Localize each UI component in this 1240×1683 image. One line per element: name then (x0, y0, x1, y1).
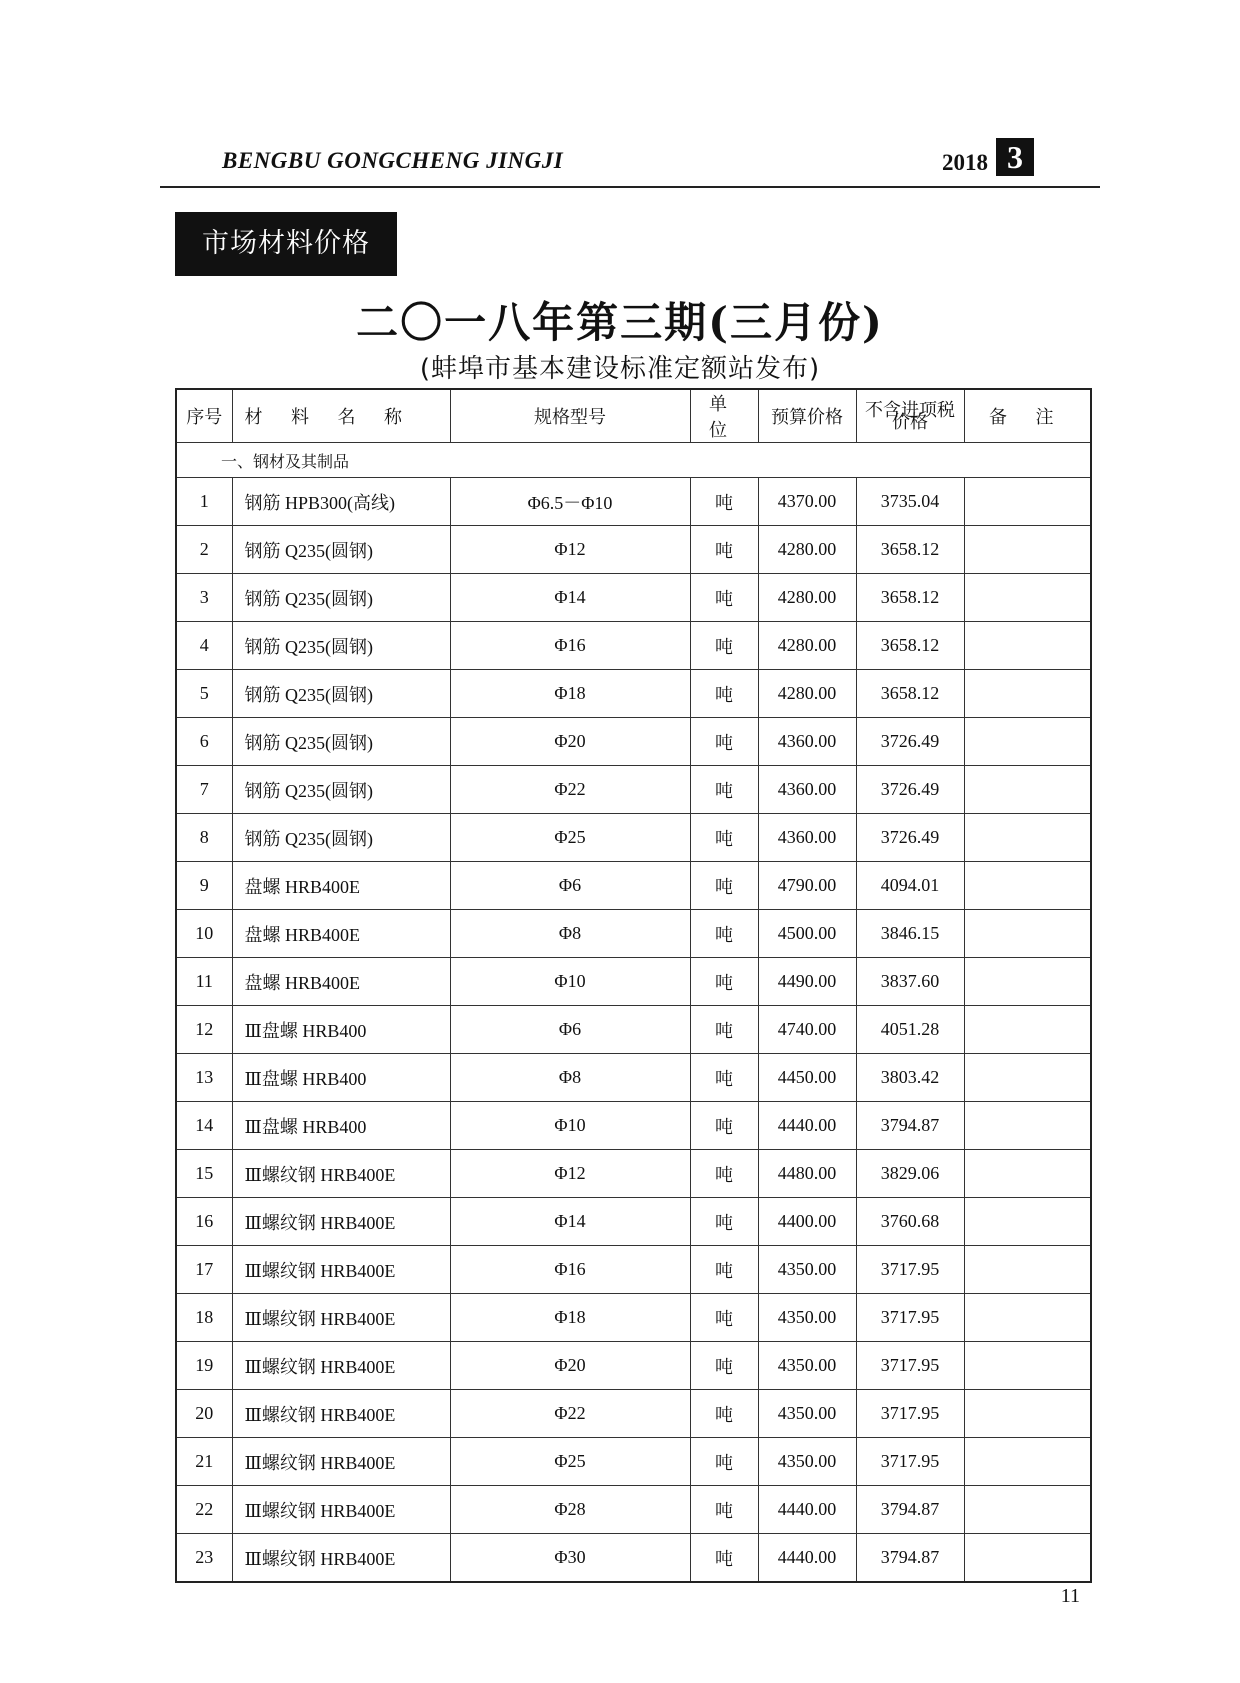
cell-note (964, 1438, 1091, 1486)
running-header (160, 130, 1100, 188)
cell-unit: 吨 (690, 1534, 758, 1583)
cell-no: 8 (176, 814, 232, 862)
cell-price: 4490.00 (758, 958, 856, 1006)
cell-price: 4350.00 (758, 1246, 856, 1294)
cell-spec: Φ6 (450, 1006, 690, 1054)
table-row (176, 1246, 1091, 1294)
cell-net-price: 3658.12 (856, 670, 964, 718)
cell-name: Ⅲ螺纹钢 HRB400E (232, 1246, 450, 1294)
cell-net-price: 3837.60 (856, 958, 964, 1006)
cell-note (964, 622, 1091, 670)
cell-no: 10 (176, 910, 232, 958)
cell-price: 4790.00 (758, 862, 856, 910)
cell-unit: 吨 (690, 862, 758, 910)
cell-note (964, 718, 1091, 766)
cell-spec: Φ30 (450, 1534, 690, 1583)
cell-name: Ⅲ螺纹钢 HRB400E (232, 1390, 450, 1438)
table-row (176, 910, 1091, 958)
table-row (176, 574, 1091, 622)
table-row (176, 862, 1091, 910)
cell-unit: 吨 (690, 910, 758, 958)
cell-note (964, 1054, 1091, 1102)
cell-unit: 吨 (690, 1246, 758, 1294)
cell-price: 4500.00 (758, 910, 856, 958)
table-header-row (176, 389, 1091, 443)
cell-unit: 吨 (690, 1342, 758, 1390)
cell-spec: Φ10 (450, 1102, 690, 1150)
cell-price: 4480.00 (758, 1150, 856, 1198)
cell-note (964, 1342, 1091, 1390)
cell-note (964, 478, 1091, 526)
cell-spec: Φ14 (450, 574, 690, 622)
cell-spec: Φ16 (450, 622, 690, 670)
cell-net-price: 3726.49 (856, 718, 964, 766)
col-header-no: 序号 (176, 389, 232, 443)
journal-name: BENGBU GONGCHENG JINGJI (222, 148, 564, 173)
cell-unit: 吨 (690, 1486, 758, 1534)
cell-unit: 吨 (690, 1438, 758, 1486)
cell-no: 9 (176, 862, 232, 910)
cell-unit: 吨 (690, 526, 758, 574)
cell-note (964, 1246, 1091, 1294)
category-row (176, 443, 1091, 478)
cell-note (964, 910, 1091, 958)
cell-net-price: 3658.12 (856, 526, 964, 574)
cell-no: 16 (176, 1198, 232, 1246)
table-row (176, 1102, 1091, 1150)
cell-price: 4360.00 (758, 814, 856, 862)
cell-spec: Φ12 (450, 1150, 690, 1198)
table-row (176, 1054, 1091, 1102)
cell-price: 4400.00 (758, 1198, 856, 1246)
issue-year: 2018 (942, 150, 988, 175)
issue-number-badge: 3 (996, 138, 1034, 176)
page-number: 11 (1060, 1585, 1080, 1607)
table-row (176, 1390, 1091, 1438)
cell-no: 4 (176, 622, 232, 670)
category-label: 一、钢材及其制品 (176, 443, 1091, 478)
cell-spec: Φ18 (450, 670, 690, 718)
cell-note (964, 1486, 1091, 1534)
cell-spec: Φ8 (450, 1054, 690, 1102)
cell-price: 4280.00 (758, 574, 856, 622)
cell-note (964, 862, 1091, 910)
cell-name: 钢筋 Q235(圆钢) (232, 574, 450, 622)
cell-no: 11 (176, 958, 232, 1006)
cell-price: 4440.00 (758, 1102, 856, 1150)
cell-spec: Φ22 (450, 766, 690, 814)
cell-no: 1 (176, 478, 232, 526)
cell-name: 盘螺 HRB400E (232, 910, 450, 958)
cell-net-price: 3794.87 (856, 1102, 964, 1150)
cell-name: 钢筋 Q235(圆钢) (232, 718, 450, 766)
cell-spec: Φ22 (450, 1390, 690, 1438)
cell-name: Ⅲ盘螺 HRB400 (232, 1054, 450, 1102)
cell-note (964, 1150, 1091, 1198)
cell-spec: Φ28 (450, 1486, 690, 1534)
cell-unit: 吨 (690, 1294, 758, 1342)
table-row (176, 1006, 1091, 1054)
cell-name: 钢筋 Q235(圆钢) (232, 670, 450, 718)
cell-net-price: 3726.49 (856, 766, 964, 814)
cell-net-price: 3717.95 (856, 1438, 964, 1486)
table-row (176, 718, 1091, 766)
table-row (176, 814, 1091, 862)
table-row (176, 1342, 1091, 1390)
cell-unit: 吨 (690, 670, 758, 718)
cell-note (964, 814, 1091, 862)
cell-name: Ⅲ螺纹钢 HRB400E (232, 1150, 450, 1198)
cell-unit: 吨 (690, 478, 758, 526)
cell-price: 4350.00 (758, 1294, 856, 1342)
cell-price: 4450.00 (758, 1054, 856, 1102)
cell-unit: 吨 (690, 622, 758, 670)
cell-price: 4360.00 (758, 766, 856, 814)
table-row (176, 1294, 1091, 1342)
cell-net-price: 3726.49 (856, 814, 964, 862)
table-row (176, 622, 1091, 670)
cell-net-price: 3760.68 (856, 1198, 964, 1246)
cell-no: 3 (176, 574, 232, 622)
cell-spec: Φ14 (450, 1198, 690, 1246)
cell-spec: Φ18 (450, 1294, 690, 1342)
col-header-note: 备 注 (964, 389, 1091, 443)
cell-name: 钢筋 HPB300(高线) (232, 478, 450, 526)
table-row (176, 478, 1091, 526)
cell-spec: Φ6 (450, 862, 690, 910)
cell-no: 18 (176, 1294, 232, 1342)
cell-note (964, 1534, 1091, 1583)
cell-note (964, 574, 1091, 622)
col-header-name: 材 料 名 称 (232, 389, 450, 443)
cell-spec: Φ12 (450, 526, 690, 574)
cell-name: 钢筋 Q235(圆钢) (232, 814, 450, 862)
cell-note (964, 1198, 1091, 1246)
cell-no: 17 (176, 1246, 232, 1294)
table-row (176, 670, 1091, 718)
cell-price: 4280.00 (758, 670, 856, 718)
cell-no: 2 (176, 526, 232, 574)
page-title: 二〇一八年第三期(三月份) (356, 298, 884, 347)
cell-price: 4350.00 (758, 1342, 856, 1390)
cell-note (964, 958, 1091, 1006)
cell-unit: 吨 (690, 1006, 758, 1054)
cell-name: 盘螺 HRB400E (232, 862, 450, 910)
cell-note (964, 766, 1091, 814)
cell-unit: 吨 (690, 958, 758, 1006)
table-row (176, 1198, 1091, 1246)
cell-name: Ⅲ螺纹钢 HRB400E (232, 1342, 450, 1390)
cell-no: 19 (176, 1342, 232, 1390)
cell-spec: Φ8 (450, 910, 690, 958)
cell-name: 钢筋 Q235(圆钢) (232, 622, 450, 670)
cell-name: 钢筋 Q235(圆钢) (232, 526, 450, 574)
cell-note (964, 526, 1091, 574)
cell-unit: 吨 (690, 1150, 758, 1198)
cell-spec: Φ6.5－Φ10 (450, 478, 690, 526)
cell-name: Ⅲ螺纹钢 HRB400E (232, 1534, 450, 1583)
cell-price: 4280.00 (758, 622, 856, 670)
cell-net-price: 3717.95 (856, 1246, 964, 1294)
cell-net-price: 3658.12 (856, 622, 964, 670)
table-row (176, 526, 1091, 574)
cell-net-price: 3829.06 (856, 1150, 964, 1198)
cell-net-price: 3717.95 (856, 1294, 964, 1342)
cell-note (964, 1390, 1091, 1438)
table-row (176, 1150, 1091, 1198)
cell-no: 6 (176, 718, 232, 766)
cell-price: 4740.00 (758, 1006, 856, 1054)
cell-spec: Φ25 (450, 814, 690, 862)
cell-name: Ⅲ螺纹钢 HRB400E (232, 1198, 450, 1246)
cell-note (964, 1102, 1091, 1150)
cell-unit: 吨 (690, 1054, 758, 1102)
cell-unit: 吨 (690, 814, 758, 862)
cell-unit: 吨 (690, 1102, 758, 1150)
cell-net-price: 4051.28 (856, 1006, 964, 1054)
cell-note (964, 670, 1091, 718)
cell-name: Ⅲ螺纹钢 HRB400E (232, 1486, 450, 1534)
cell-no: 22 (176, 1486, 232, 1534)
cell-no: 15 (176, 1150, 232, 1198)
cell-no: 5 (176, 670, 232, 718)
table-row (176, 766, 1091, 814)
cell-net-price: 3658.12 (856, 574, 964, 622)
cell-spec: Φ20 (450, 718, 690, 766)
cell-net-price: 3735.04 (856, 478, 964, 526)
col-header-spec: 规格型号 (450, 389, 690, 443)
cell-unit: 吨 (690, 718, 758, 766)
col-header-unit: 单 位 (690, 389, 758, 443)
cell-note (964, 1294, 1091, 1342)
cell-unit: 吨 (690, 1198, 758, 1246)
cell-no: 12 (176, 1006, 232, 1054)
cell-price: 4370.00 (758, 478, 856, 526)
cell-no: 20 (176, 1390, 232, 1438)
page-subtitle: (蚌埠市基本建设标准定额站发布) (419, 354, 821, 384)
cell-name: Ⅲ螺纹钢 HRB400E (232, 1294, 450, 1342)
price-table (175, 388, 1092, 1583)
cell-price: 4350.00 (758, 1390, 856, 1438)
cell-unit: 吨 (690, 574, 758, 622)
cell-price: 4360.00 (758, 718, 856, 766)
section-tag: 市场材料价格 (175, 212, 397, 276)
cell-spec: Φ25 (450, 1438, 690, 1486)
cell-net-price: 3803.42 (856, 1054, 964, 1102)
cell-no: 13 (176, 1054, 232, 1102)
table-row (176, 1486, 1091, 1534)
table-row (176, 958, 1091, 1006)
cell-net-price: 4094.01 (856, 862, 964, 910)
cell-name: 盘螺 HRB400E (232, 958, 450, 1006)
cell-name: Ⅲ螺纹钢 HRB400E (232, 1438, 450, 1486)
cell-no: 21 (176, 1438, 232, 1486)
cell-spec: Φ20 (450, 1342, 690, 1390)
cell-note (964, 1006, 1091, 1054)
cell-no: 7 (176, 766, 232, 814)
cell-spec: Φ16 (450, 1246, 690, 1294)
cell-net-price: 3846.15 (856, 910, 964, 958)
cell-net-price: 3794.87 (856, 1486, 964, 1534)
cell-spec: Φ10 (450, 958, 690, 1006)
cell-net-price: 3717.95 (856, 1390, 964, 1438)
cell-price: 4440.00 (758, 1534, 856, 1583)
cell-name: Ⅲ盘螺 HRB400 (232, 1006, 450, 1054)
cell-name: 钢筋 Q235(圆钢) (232, 766, 450, 814)
cell-unit: 吨 (690, 766, 758, 814)
cell-unit: 吨 (690, 1390, 758, 1438)
cell-net-price: 3794.87 (856, 1534, 964, 1583)
cell-price: 4350.00 (758, 1438, 856, 1486)
cell-no: 23 (176, 1534, 232, 1583)
col-header-net-price: 不含进项税价格 (856, 389, 964, 443)
col-header-price: 预算价格 (758, 389, 856, 443)
cell-no: 14 (176, 1102, 232, 1150)
cell-name: Ⅲ盘螺 HRB400 (232, 1102, 450, 1150)
table-row (176, 1438, 1091, 1486)
cell-price: 4280.00 (758, 526, 856, 574)
cell-price: 4440.00 (758, 1486, 856, 1534)
table-row (176, 1534, 1091, 1583)
cell-net-price: 3717.95 (856, 1342, 964, 1390)
